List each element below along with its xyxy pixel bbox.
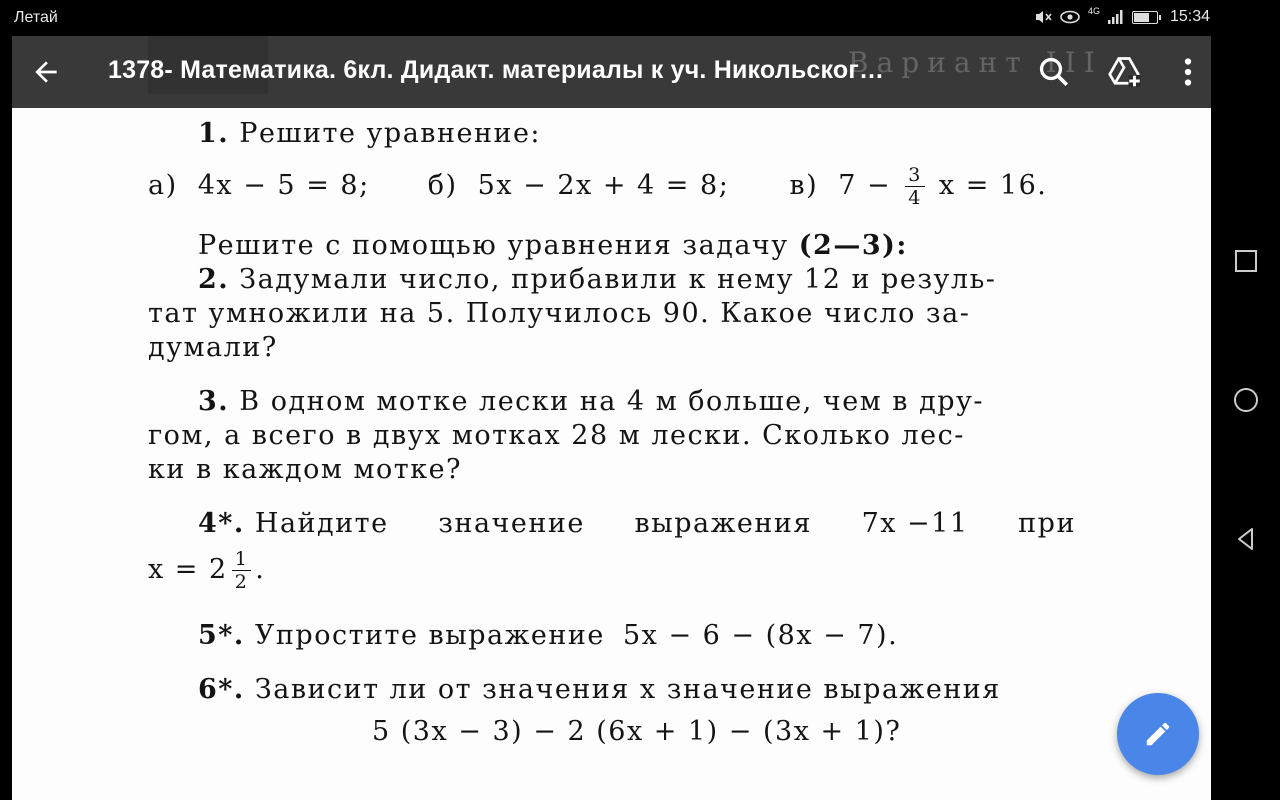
q4-word-4: при [1018,508,1076,539]
status-bar [0,0,1280,36]
q4-word-2: значение [438,508,585,539]
q5-expression: 5x − 6 − (8x − 7). [622,620,899,651]
q2-line3 [148,332,278,363]
more-vert-icon[interactable] [1170,54,1206,90]
q1c-left: 7 − [838,170,892,201]
search-icon[interactable] [1036,54,1072,90]
app-bar [12,36,1211,108]
q3-line2 [148,420,965,451]
q4-word-3: выражения [634,508,812,539]
q3-number: 3. [198,386,230,417]
q6-text: Зависит ли от значения x значение выражения [254,674,1001,705]
q5-text: Упростите выражение [254,620,605,651]
q6-number: 6*. [198,674,245,705]
q1-text: Решите уравнение: [239,118,542,149]
signal-icon [1108,10,1124,24]
q2-line2 [148,298,970,329]
q1b-equation: 5x − 2x + 4 = 8; [477,170,730,201]
carrier-name: Летай [14,9,58,26]
drive-add-icon[interactable] [1106,54,1142,90]
q2-text-1: Задумали число, прибавили к нему 12 и резуль- [239,264,997,295]
document-title: 1378- Математика. 6кл. Дидакт. материалы к уч. Никольског… [108,56,885,84]
q1-number: 1. [198,118,230,149]
q5-number: 5*. [198,620,245,651]
q1-equations [148,164,1047,209]
q1a-label: а) [148,170,178,201]
back-icon[interactable] [30,56,62,88]
eye-icon [1060,10,1080,24]
q3-text-3: ки в каждом мотке? [148,454,463,485]
q4-end: . [255,554,266,585]
q4-x-value: x = 2 [148,554,228,585]
q3-text-2: гом, а всего в двух мотках 28 м лески. Сколько лес- [148,420,965,451]
q2-line1 [198,264,996,295]
q1a-equation: 4x − 5 = 8; [197,170,370,201]
q2-text-2: тат умножили на 5. Получилось 90. Какое число за- [148,298,971,329]
network-type: 4G [1087,6,1100,16]
q4-line1 [198,508,1076,539]
q1c-right: x = 16. [938,170,1048,201]
instruction-range: (2—3): [798,230,908,261]
q4-frac-num: 1 [232,548,252,571]
document-page [12,36,1211,800]
q4-word-1: Найдите [254,508,389,539]
q4-frac-den: 2 [234,571,249,593]
q2-text-3: думали? [148,332,278,363]
home-icon[interactable] [1233,387,1259,413]
q6-line2 [372,716,901,747]
q4-number: 4*. [198,508,245,539]
q1c-label: в) [789,170,819,201]
battery-icon [1132,11,1158,24]
q5 [198,620,898,651]
q3-line3 [148,454,462,485]
q4-line2 [148,548,265,593]
system-nav-bar [1211,0,1280,800]
q6-line1 [198,674,1001,705]
q1c-fraction [905,164,925,209]
q3-line1 [198,386,984,417]
q6-expression: 5 (3x − 3) − 2 (6x + 1) − (3x + 1)? [372,716,902,747]
mute-icon [1034,9,1052,25]
recents-icon[interactable] [1233,248,1259,274]
back-triangle-icon[interactable] [1233,526,1259,552]
q1c-frac-num: 3 [905,164,925,187]
q2-number: 2. [198,264,230,295]
instruction [198,230,908,261]
instruction-text: Решите с помощью уравнения задачу [198,230,799,261]
q4-expression: 7x −11 [861,508,969,539]
page-header-variant: Вариант III [848,46,1103,79]
q3-text-1: В одном мотке лески на 4 м больше, чем в дру- [239,386,984,417]
edit-fab-button[interactable] [1117,693,1199,775]
q1-heading [198,118,541,149]
q4-fraction [232,548,252,593]
pencil-icon [1143,719,1173,749]
q1c-frac-den: 4 [908,187,922,209]
document-viewport[interactable] [12,36,1211,800]
clock: 15:34 [1169,8,1210,25]
status-icons [1034,8,1210,26]
q1b-label: б) [427,170,458,201]
